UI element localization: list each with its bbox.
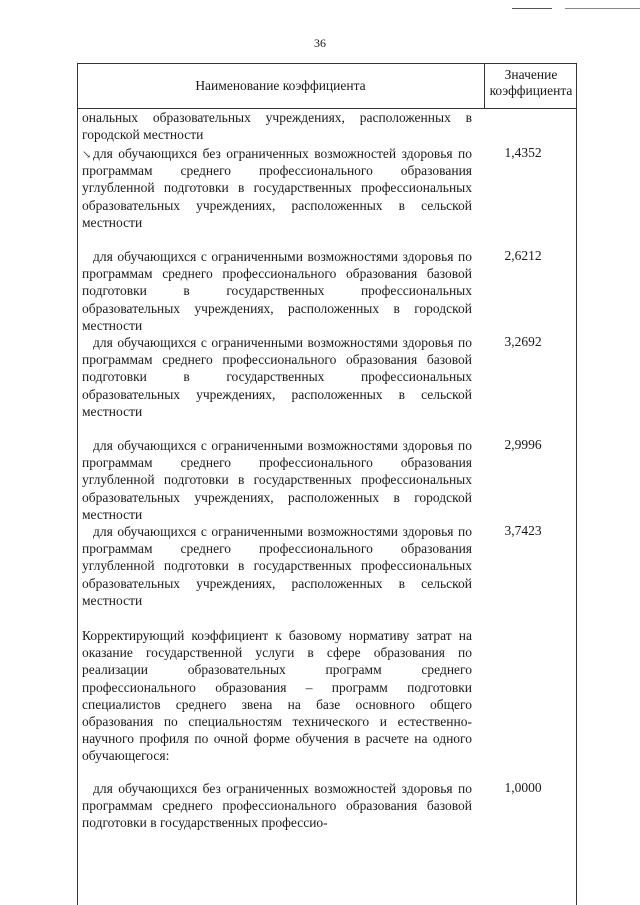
table-row-value: 2,6212 [504,248,542,263]
table-row-value: 1,0000 [504,780,542,795]
table-row-text: Корректирующий коэффициент к базовому нормативу затрат на оказание государственной услуги в сфере образования по реализации образовательных программ среднего профессионального образования – программ подготовки специалистов среднего звена на базе основного общего образования по специальностям технического и естественно-научного профиля по очной форме обучения в расчете на одного обучающегося: [82,628,472,764]
table-row-text: для обучающихся с ограниченными возможностями здоровья по программам среднего профессионального образования базовой подготовки в государственных профессиональных образовательных учреждениях, расположенных в городской местности [82,249,472,333]
header-value-line1: Значение [504,67,558,82]
table-row-value: 3,7423 [504,523,542,538]
table-row-value: 3,2692 [504,334,542,349]
table-row-text: для обучающихся с ограниченными возможностями здоровья по программам среднего профессионального образования углубленной подготовки в государственных профессиональных образовательных учреждениях, расположенных в сельской местности [82,524,472,608]
scan-mark: ↘ [82,149,92,161]
scan-artifact-line [565,8,640,9]
page-number: 36 [314,36,326,50]
table-row-text: ональных образовательных учреждениях, расположенных в городской местности [82,110,472,143]
table-row-value: 2,9996 [504,437,542,452]
table-row-value: 1,4352 [504,145,542,160]
header-value-line2: коэффициента [489,83,573,98]
table-row-text: для обучающихся с ограниченными возможностями здоровья по программам среднего профессионального образования базовой подготовки в государственных профессиональных образовательных учреждениях, расположенных в сельской местности [82,335,472,419]
table-row-text: для обучающихся с ограниченными возможностями здоровья по программам среднего профессионального образования углубленной подготовки в государственных профессиональных образовательных учреждениях, расположенных в городской местности [82,438,472,522]
scan-artifact-line [512,8,552,9]
header-value-column [485,67,577,99]
table-row-text: для обучающихся без ограниченных возможностей здоровья по программам среднего профессионального образования углубленной подготовки в государственных профессиональных образовательных учреждениях, расположенных в сельской местности [82,146,472,230]
table-row-text: для обучающихся без ограниченных возможностей здоровья по программам среднего профессионального образования базовой подготовки в государственных профессио- [82,781,472,831]
header-name-column: Наименование коэффициента [195,77,366,93]
table-border [77,63,78,905]
table-border [576,63,577,905]
